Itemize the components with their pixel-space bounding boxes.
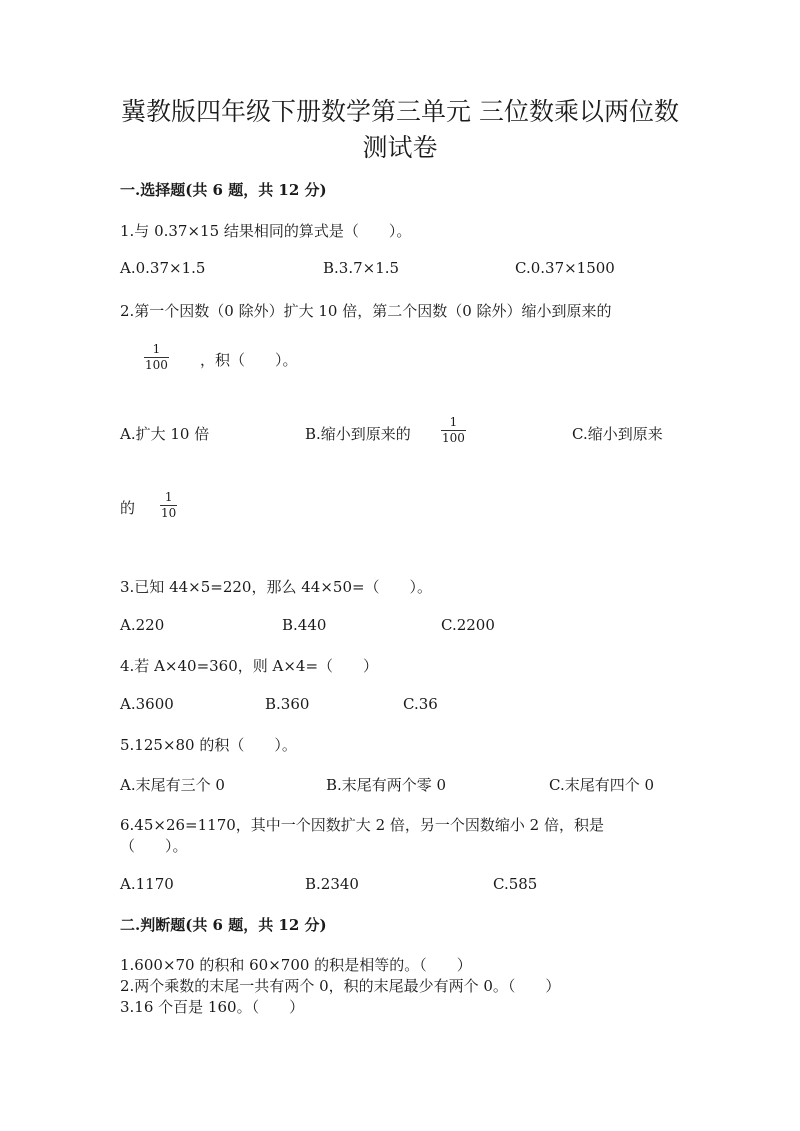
question-5-stem: 5.125×80 的积（ ）。 <box>120 736 297 754</box>
fraction-denominator: 10 <box>161 506 177 520</box>
question-1-option-b: B.3.7×1.5 <box>323 259 400 277</box>
fraction-numerator: 1 <box>449 415 458 429</box>
question-3-option-b: B.440 <box>282 616 327 634</box>
question-6-stem-continued: （ ）。 <box>120 837 188 855</box>
question-1-stem: 1.与 0.37×15 结果相同的算式是（ ）。 <box>120 222 412 240</box>
question-3-option-c: C.2200 <box>441 616 495 634</box>
question-6-option-a: A.1170 <box>120 875 174 893</box>
question-2-fraction <box>144 343 169 372</box>
fraction-numerator: 1 <box>152 342 161 356</box>
question-6-stem: 6.45×26=1170，其中一个因数扩大 2 倍，另一个因数缩小 2 倍，积是 <box>120 816 604 834</box>
question-6-option-c: C.585 <box>493 875 538 893</box>
question-2-option-c-fraction <box>160 491 177 520</box>
question-4-option-b: B.360 <box>265 695 310 713</box>
question-3-option-a: A.220 <box>120 616 165 634</box>
question-6-option-b: B.2340 <box>305 875 359 893</box>
page-title-line2: 测试卷 <box>362 133 438 162</box>
question-5-option-c: C.末尾有四个 0 <box>549 776 655 794</box>
section-heading-choice: 一.选择题(共 6 题，共 12 分) <box>120 181 327 199</box>
judgement-item-3: 3.16 个百是 160。（ ） <box>120 998 305 1016</box>
question-2-tail: ，积（ ）。 <box>200 351 298 369</box>
question-4-option-a: A.3600 <box>120 695 174 713</box>
question-4-stem: 4.若 A×40=360，则 A×4=（ ） <box>120 657 379 675</box>
question-1-option-c: C.0.37×1500 <box>515 259 615 277</box>
question-1-option-a: A.0.37×1.5 <box>120 259 206 277</box>
judgement-item-1: 1.600×70 的积和 60×700 的积是相等的。（ ） <box>120 956 472 974</box>
page-title-line1: 冀教版四年级下册数学第三单元 三位数乘以两位数 <box>121 97 679 126</box>
question-2-option-c-continued: 的 <box>120 499 136 517</box>
question-5-option-b: B.末尾有两个零 0 <box>326 776 447 794</box>
question-2-option-a: A.扩大 10 倍 <box>120 425 210 443</box>
section-heading-judgement: 二.判断题(共 6 题，共 12 分) <box>120 916 327 934</box>
question-5-option-a: A.末尾有三个 0 <box>120 776 225 794</box>
question-2-stem: 2.第一个因数（0 除外）扩大 10 倍，第二个因数（0 除外）缩小到原来的 <box>120 302 612 320</box>
fraction-denominator: 100 <box>145 358 168 372</box>
question-3-stem: 3.已知 44×5=220，那么 44×50=（ ）。 <box>120 578 433 596</box>
question-4-option-c: C.36 <box>403 695 438 713</box>
fraction-denominator: 100 <box>442 431 465 445</box>
question-2-option-c: C.缩小到原来 <box>572 425 663 443</box>
judgement-item-2: 2.两个乘数的末尾一共有两个 0，积的末尾最少有两个 0。（ ） <box>120 977 561 995</box>
fraction-numerator: 1 <box>164 490 173 504</box>
question-2-option-b-fraction <box>441 416 466 445</box>
question-2-option-b: B.缩小到原来的 <box>305 425 411 443</box>
